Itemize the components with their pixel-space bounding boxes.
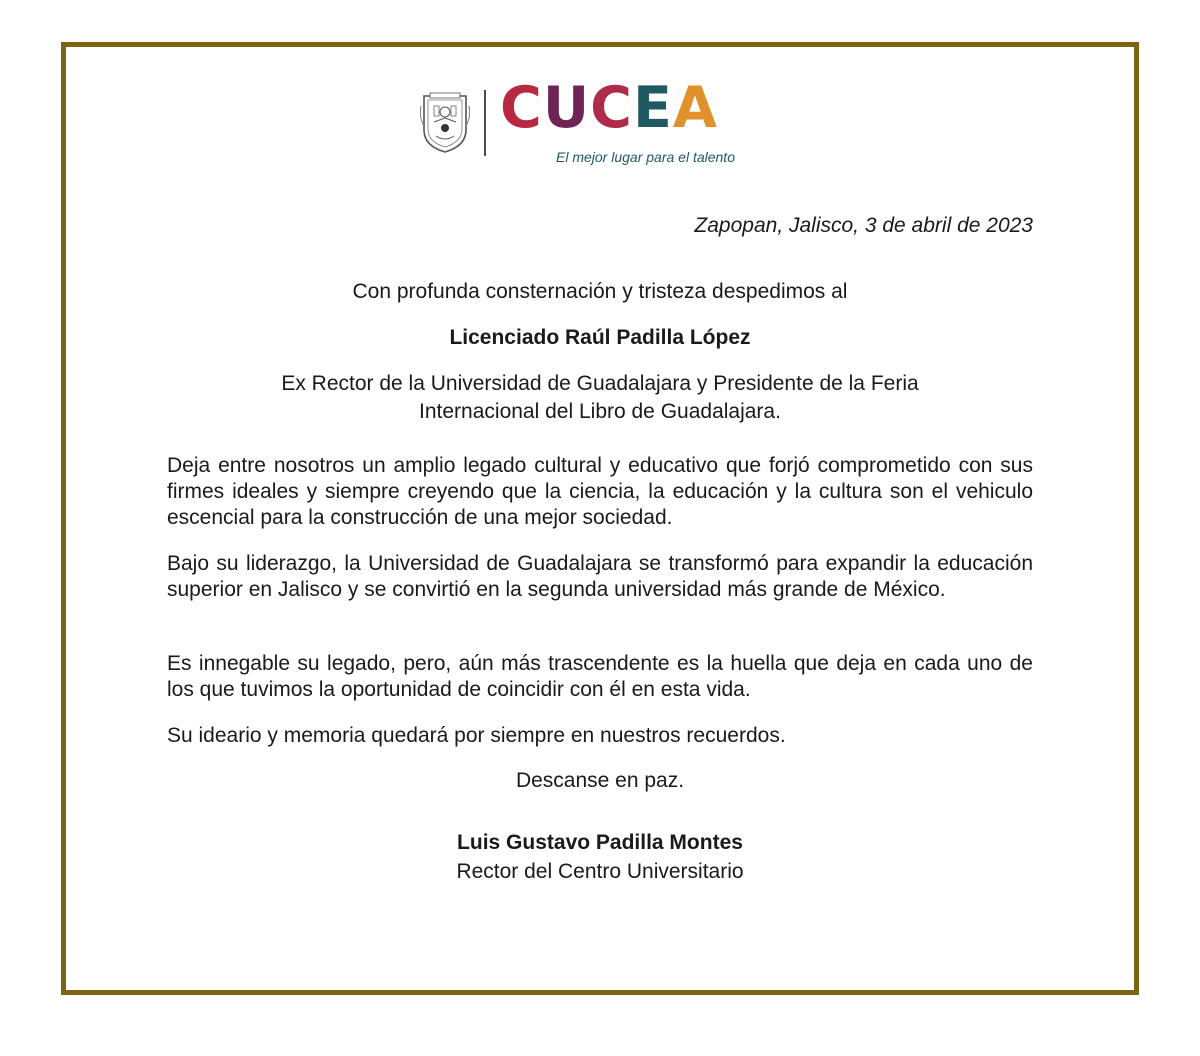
wordmark-letter: C <box>590 75 633 141</box>
wordmark-letter: U <box>542 75 591 141</box>
signer-name: Luis Gustavo Padilla Montes <box>457 831 743 854</box>
paragraph-leadership: Bajo su liderazgo, la Universidad de Guadalajara se transformó para expandir la educación superior en Jalisco y se convirtió en la segunda universidad más grande de México. <box>167 552 1033 601</box>
cucea-wordmark <box>500 75 719 141</box>
honoree-title-line-1: Ex Rector de la Universidad de Guadalajara y Presidente de la Feria <box>281 372 919 395</box>
logo-tagline: El mejor lugar para el talento <box>556 149 735 165</box>
honoree-title-line-2: Internacional del Libro de Guadalajara. <box>419 400 781 423</box>
wordmark-letter: A <box>672 75 719 141</box>
university-seal-icon <box>420 92 470 154</box>
paragraph-impact: Es innegable su legado, pero, aún más trascendente es la huella que deja en cada uno de los que tuvimos la oportunidad de coincidir con él en esta vida. <box>167 652 1033 701</box>
closing-line: Descanse en paz. <box>515 769 685 792</box>
signer-title: Rector del Centro Universitario <box>456 860 744 883</box>
intro-line: Con profunda consternación y tristeza despedimos al <box>352 280 848 303</box>
logo-divider <box>484 90 486 156</box>
paragraph-memory: Su ideario y memoria quedará por siempre en nuestros recuerdos. <box>167 724 786 747</box>
wordmark-letter: E <box>632 75 673 141</box>
cucea-logo <box>420 75 760 176</box>
honoree-name: Licenciado Raúl Padilla López <box>449 326 751 349</box>
paragraph-legacy: Deja entre nosotros un amplio legado cultural y educativo que forjó comprometido con sus firmes ideales y siempre creyendo que la ciencia, la educación y la cultura son el vehiculo escencial para la construcción de una mejor sociedad. <box>167 454 1033 529</box>
wordmark-letter: C <box>500 75 543 141</box>
place-date: Zapopan, Jalisco, 3 de abril de 2023 <box>694 214 1033 237</box>
